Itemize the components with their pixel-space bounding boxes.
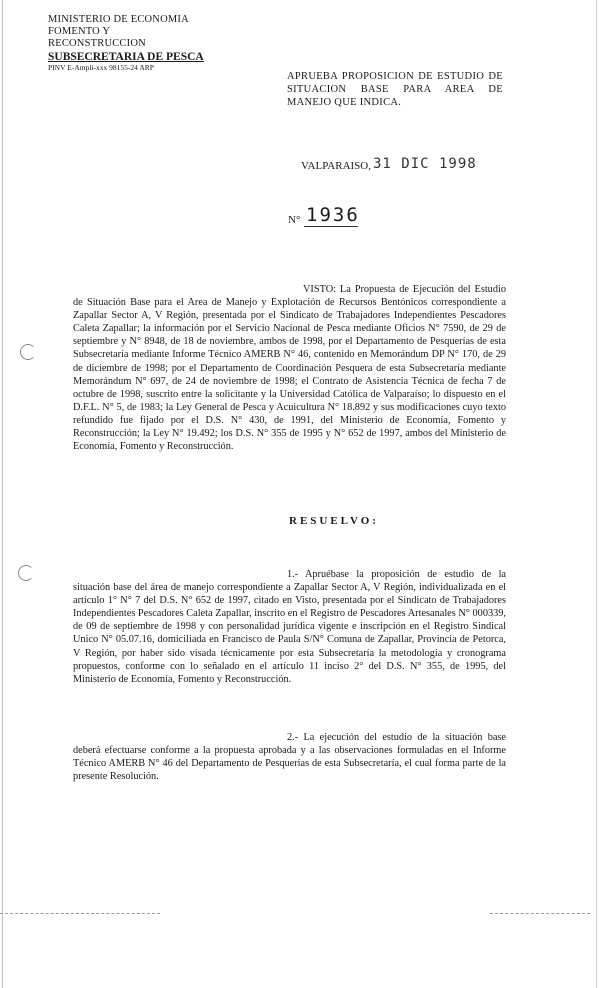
ministry-line-1: MINISTERIO DE ECONOMIA [48, 14, 189, 25]
punch-hole-mark [18, 565, 34, 581]
footer-dashed-line-left [0, 913, 160, 915]
resolution-subject: APRUEBA PROPOSICION DE ESTUDIO DE SITUACION BASE PARA AREA DE MANEJO QUE INDICA. [287, 71, 503, 108]
footer-dashed-line-right [490, 913, 590, 915]
article-2-paragraph: 2.- La ejecución del estudio de la situación base deberá efectuarse conforme a la propuesta aprobada y a las observaciones formuladas en el Informe Técnico AMERB N° 46 del Departamento de Pesquerías de esta Subsecretaría, el cual forma parte de la presente Resolución. [73, 732, 506, 783]
subsecretaria-title: SUBSECRETARIA DE PESCA [48, 51, 204, 63]
letterhead [48, 14, 208, 72]
scan-edge-left [2, 0, 3, 988]
number-label: N° [288, 214, 301, 226]
resolution-number: 1936 [306, 204, 360, 226]
article-1-paragraph: 1.- Apruébase la proposición de estudio de la situación base del área de manejo correspondiente a Zapallar Sector A, V Región, individualizada en el artículo 1° N° 7 del D.S. N° 652 de 1997, citado en Visto, presentada por el Sindicato de Trabajadores Independientes Pescadores Caleta Zapallar, inscrito en el Registro de Pescadores Artesanales N° 000339, de 09 de septiembre de 1998 y con personalidad jurídica vigente e inscripción en el Registro Sindical Unico N° 05.07.16, domiciliada en Francisco de Paula S/N° Comuna de Zapallar, Provincia de Petorca, V Región, por haber sido visada técnicamente por esta Subsecretaría la metodología y cronograma propuestos, conforme con lo señalado en el artículo 11 inciso 2° del D.S. N° 355, de 1995, del Ministerio de Economía, Fomento y Reconstrucción. [73, 569, 506, 685]
ministry-line-2: FOMENTO Y RECONSTRUCCION [48, 26, 146, 49]
number-underline [304, 226, 358, 227]
place-label: VALPARAISO, [301, 160, 371, 172]
reference-code: PINV E-Ampli-xxx 98155-24 ARP [48, 63, 154, 72]
resuelvo-heading: RESUELVO: [289, 515, 379, 527]
visto-paragraph: VISTO: La Propuesta de Ejecución del Estudio de Situación Base para el Area de Manejo y Explotación de Recursos Bentónicos correspondiente a Zapallar Sector A, V Región, presentada por el Sindicato de Trabajadores Independientes Pescadores Caleta Zapallar; la información por el Servicio Nacional de Pesca mediante Oficios N° 7590, de 29 de septiembre y N° 8948, de 18 de noviembre, ambos de 1998, por el Departamento de Pesquerías de esta Subsecretaría mediante Informe Técnico AMERB N° 46, contenido en Memorándum DP N° 170, de 29 de diciembre de 1998; por el Departamento de Coordinación Pesquera de esta Subsecretaría mediante Memorándum N° 697, de 24 de noviembre de 1998; el Contrato de Asistencia Técnica de fecha 7 de octubre de 1998, suscrito entre la solicitante y la Universidad Católica de Valparaíso; lo dispuesto en el D.F.L. N° 5, de 1983; la Ley General de Pesca y Acuicultura N° 18.892 y sus modificaciones cuyo texto refundido fue fijado por el D.S. N° 430, de 1991, del Ministerio de Economía, Fomento y Reconstrucción; la Ley N° 19.492; los D.S. N° 355 de 1995 y N° 652 de 1997, ambos del Ministerio de Economía, Fomento y Reconstrucción. [73, 284, 506, 453]
scan-edge-right [596, 0, 597, 988]
date-stamp: 31 DIC 1998 [373, 156, 477, 172]
punch-hole-mark [20, 344, 36, 360]
